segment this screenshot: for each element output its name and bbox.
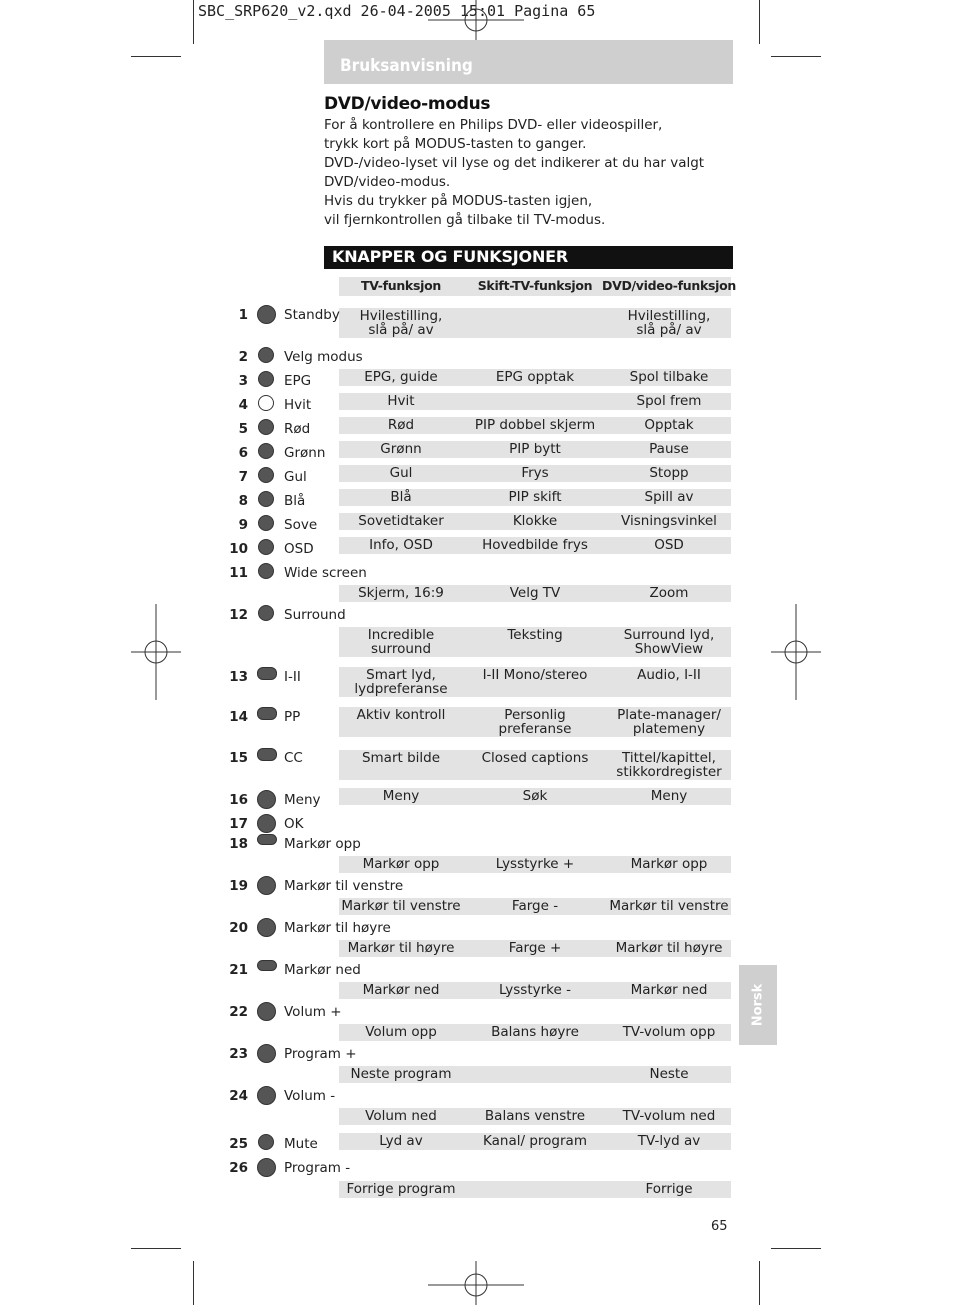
shift-tv-function-cell: Klokke [512,513,558,529]
tv-function-cell: Forrige program [346,1181,456,1197]
yellow-key-icon [258,467,274,483]
row-number: 24 [229,1088,248,1104]
dvd-function-cell: Zoom [649,585,689,601]
shift-tv-function-cell: Kanal/ program [483,1133,587,1149]
dvd-function-cell: Visningsvinkel [621,513,717,529]
mute-icon [258,1134,274,1150]
dvd-function-cell: Meny [650,788,688,804]
tv-function-cell: Smart lyd, [366,667,436,683]
tv-function-cell: Rød [387,417,415,433]
sound-mode-icon [257,667,277,680]
crop-mark [193,1261,194,1305]
row-number: 6 [238,445,248,461]
button-name: Program + [284,1046,357,1062]
crop-mark [131,1248,181,1249]
file-header: SBC_SRP620_v2.qxd 26-04-2005 15:01 Pagina 65 [198,2,596,20]
registration-mark-right [771,604,821,700]
row-number: 14 [229,709,248,725]
row-number: 19 [229,878,248,894]
dvd-function-cell: Markør til høyre [615,940,723,956]
button-name: Rød [284,421,311,437]
surround-icon [258,605,274,621]
tv-function-cell: Blå [390,489,412,505]
row-number: 18 [229,836,248,852]
dvd-function-cell: Markør ned [630,982,708,998]
dvd-function-cell: TV-volum ned [622,1108,716,1124]
shift-tv-function-cell: Farge - [511,898,559,914]
banner-title: Bruksanvisning [340,56,473,76]
tv-function-cell: Grønn [380,441,422,457]
button-name: Wide screen [284,565,367,581]
button-name: OSD [284,541,314,557]
button-name: EPG [284,373,312,389]
shift-tv-function-cell: Personlig [504,707,566,723]
button-name: Volum - [284,1088,336,1104]
button-name: Surround [284,607,346,623]
language-tab [739,965,777,1045]
shift-tv-function-cell: Farge + [508,940,562,956]
program-down-icon [257,1158,276,1177]
dvd-function-cell: OSD [654,537,684,553]
intro-line: DVD/video-modus. [324,174,451,190]
dvd-function-cell: Hvilestilling, [627,308,711,324]
button-name: Sove [284,517,318,533]
tv-function-cell: EPG, guide [364,369,438,385]
tv-function-cell: Hvilestilling, [359,308,443,324]
intro-line: DVD-/video-lyset vil lyse og det indikerer at du har valgt [324,155,705,171]
dvd-function-cell: slå på/ av [636,322,702,338]
button-name: Volum + [284,1004,342,1020]
dvd-function-cell: ShowView [634,641,704,657]
dvd-function-cell: Pause [649,441,689,457]
row-number: 13 [229,669,248,685]
row-number: 15 [229,750,248,766]
tv-function-cell: Neste program [350,1066,452,1082]
dvd-function-cell: Spol frem [636,393,702,409]
row-number: 5 [238,421,248,437]
row-number: 20 [229,920,248,936]
cursor-down-icon [257,960,277,971]
dvd-function-cell: Tittel/kapittel, [622,750,716,766]
tv-function-cell: Gul [389,465,413,481]
dvd-function-cell: Spill av [644,489,694,505]
personal-preference-icon [257,707,277,720]
registration-mark-left [131,604,181,700]
row-number: 10 [229,541,248,557]
banner [324,40,733,84]
row-number: 21 [229,962,248,978]
blue-key-icon [258,491,274,507]
ok-icon [257,814,276,833]
button-name: Markør opp [284,836,361,852]
button-name: PP [284,709,301,725]
language-tab-label: Norsk [750,983,766,1027]
intro-line: Hvis du trykker på MODUS-tasten igjen, [324,193,593,209]
section-title: DVD/video-modus [324,94,491,114]
dvd-function-cell: Opptak [644,417,694,433]
button-name: Markør til høyre [284,920,391,936]
tv-function-cell: Markør til venstre [341,898,461,914]
crop-mark [193,0,194,44]
shift-tv-function-cell: Lysstyrke + [495,856,575,872]
dvd-function-cell: Spol tilbake [629,369,709,385]
shift-tv-function-cell: Balans høyre [491,1024,579,1040]
shift-tv-function-cell: Hovedbilde frys [482,537,588,553]
tv-function-cell: Info, OSD [369,537,433,553]
crop-mark [771,56,821,57]
crop-mark [759,1261,760,1305]
tv-function-cell: Volum ned [365,1108,437,1124]
button-name: CC [284,750,303,766]
dvd-function-cell: Plate-manager/ [617,707,721,723]
dvd-function-cell: Markør opp [630,856,708,872]
row-number: 9 [238,517,248,533]
button-name: Velg modus [284,349,363,365]
shift-tv-function-cell: Balans venstre [484,1108,586,1124]
button-name: Blå [284,493,306,509]
row-number: 17 [229,816,248,832]
shift-tv-function-cell: Velg TV [509,585,561,601]
shift-tv-function-cell: I-II Mono/stereo [482,667,588,683]
closed-caption-icon [257,748,277,761]
row-number: 23 [229,1046,248,1062]
row-number: 7 [238,469,248,485]
tv-function-cell: Meny [382,788,420,804]
dvd-function-cell: Audio, I-II [637,667,701,683]
button-name: Markør til venstre [284,878,404,894]
dvd-function-cell: TV-volum opp [622,1024,716,1040]
tv-function-cell: Aktiv kontroll [356,707,446,723]
page-number: 65 [711,1219,728,1234]
cursor-right-icon [257,918,276,937]
tv-function-cell: slå på/ av [368,322,434,338]
button-name: Standby [284,307,340,323]
dvd-function-cell: Neste [649,1066,689,1082]
column-header-dvd: DVD/video-funksjon [602,278,736,293]
button-name: Meny [284,792,321,808]
volume-down-icon [257,1086,276,1105]
crop-mark [771,1248,821,1249]
row-number: 25 [229,1136,248,1152]
tv-function-cell: Sovetidtaker [358,513,444,529]
mode-icon [258,347,274,363]
crop-mark [759,0,760,44]
row-number: 4 [238,397,248,413]
volume-up-icon [257,1002,276,1021]
intro-line: For å kontrollere en Philips DVD- eller videospiller, [324,117,663,133]
row-number: 26 [229,1160,248,1176]
tv-function-cell: Markør ned [362,982,440,998]
sleep-icon [258,515,274,531]
row-number: 2 [238,349,248,365]
registration-mark-top [428,0,524,44]
button-name: Markør ned [284,962,361,978]
dvd-function-cell: Markør til venstre [609,898,729,914]
dvd-function-cell: Forrige [645,1181,693,1197]
tv-function-cell: surround [370,641,432,657]
row-number: 1 [238,307,248,323]
dvd-function-cell: stikkordregister [616,764,722,780]
button-name: OK [284,816,304,832]
menu-icon [257,790,276,809]
shift-tv-function-cell: PIP dobbel skjerm [474,417,596,433]
button-name: Gul [284,469,307,485]
button-name: I-II [284,669,301,685]
tv-function-cell: Markør opp [362,856,440,872]
shift-tv-function-cell: PIP bytt [509,441,561,457]
widescreen-icon [258,563,274,579]
shift-tv-function-cell: Søk [522,788,548,804]
program-up-icon [257,1044,276,1063]
power-icon [257,305,276,324]
button-name: Mute [284,1136,318,1152]
column-header-shift-tv: Skift-TV-funksjon [477,278,593,293]
shift-tv-function-cell: Closed captions [481,750,589,766]
button-name: Hvit [284,397,312,413]
tv-function-cell: Hvit [387,393,415,409]
intro-line: trykk kort på MODUS-tasten to ganger. [324,136,587,152]
tv-function-cell: Markør til høyre [347,940,455,956]
row-number: 3 [238,373,248,389]
tv-function-cell: Smart bilde [361,750,441,766]
intro-line: vil fjernkontrollen gå tilbake til TV-modus. [324,212,606,228]
dvd-function-cell: TV-lyd av [637,1133,701,1149]
epg-icon [258,371,274,387]
dvd-function-cell: Surround lyd, [623,627,715,643]
button-name: Program - [284,1160,351,1176]
cursor-up-icon [257,834,277,845]
row-number: 11 [229,565,248,581]
column-header-tv: TV-funksjon [361,278,441,293]
row-number: 8 [238,493,248,509]
table-title: KNAPPER OG FUNKSJONER [332,247,568,266]
registration-mark-bottom [428,1261,524,1305]
button-name: Grønn [284,445,326,461]
table-title-bar [324,246,733,269]
intro-text [324,116,704,230]
crop-mark [131,56,181,57]
cursor-left-icon [257,876,276,895]
shift-tv-function-cell: Lysstyrke - [499,982,571,998]
dvd-function-cell: Stopp [649,465,689,481]
shift-tv-function-cell: Teksting [507,627,563,643]
shift-tv-function-cell: PIP skift [508,489,562,505]
tv-function-cell: lydpreferanse [354,681,448,697]
shift-tv-function-cell: preferanse [498,721,572,737]
dvd-function-cell: platemeny [632,721,706,737]
osd-icon [258,539,274,555]
shift-tv-function-cell: Frys [521,465,549,481]
white-key-icon [258,395,274,411]
green-key-icon [258,443,274,459]
tv-function-cell: Skjerm, 16:9 [358,585,444,601]
tv-function-cell: Volum opp [365,1024,437,1040]
red-key-icon [258,419,274,435]
row-number: 16 [229,792,248,808]
row-number: 12 [229,607,248,623]
tv-function-cell: Lyd av [379,1133,423,1149]
row-number: 22 [229,1004,248,1020]
shift-tv-function-cell: EPG opptak [495,369,575,385]
tv-function-cell: Incredible [367,627,435,643]
